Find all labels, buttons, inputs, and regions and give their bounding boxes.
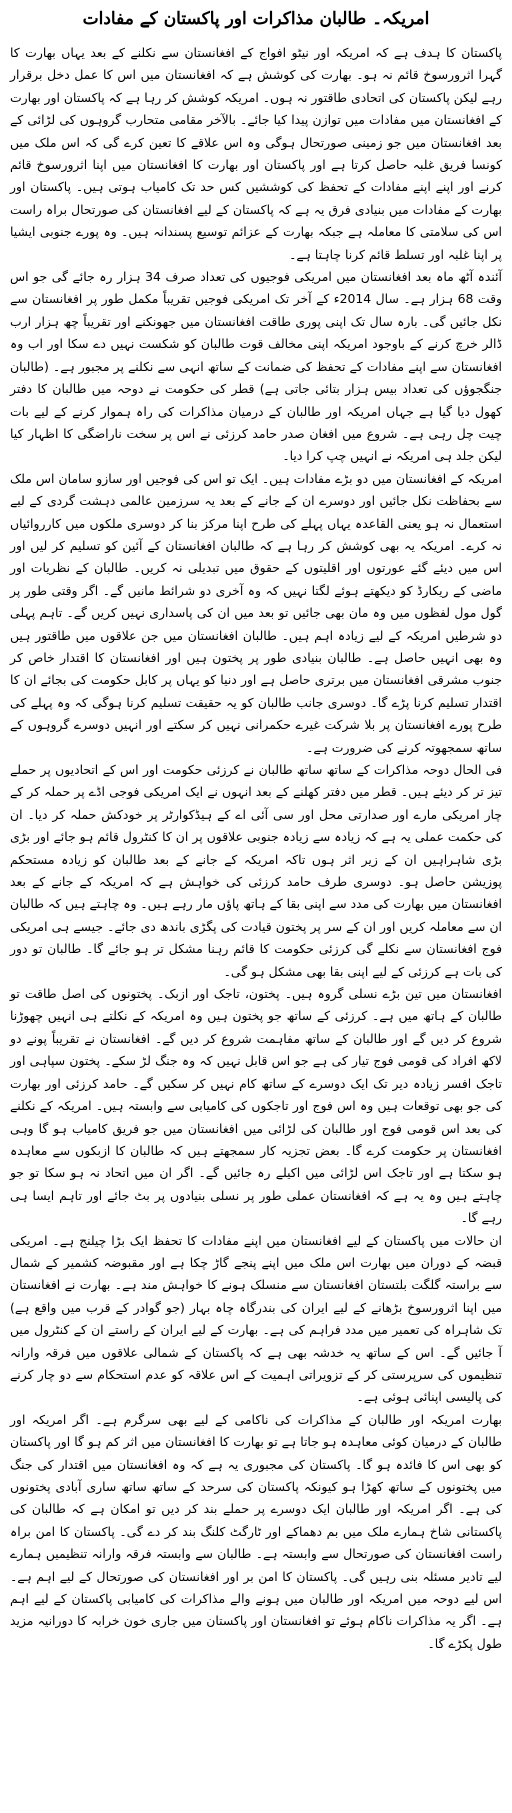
paragraph: فی الحال دوحہ مذاکرات کے ساتھ ساتھ طالبان نے کرزئی حکومت اور اس کے اتحادیوں پر حملے تیز تر کر دیئے ہیں۔ قطر میں دفتر کھلنے کے بعد انہوں نے ایک امریکی فوجی اڈے پر حملہ کر کے چار امریکی مارے اور صدارتی محل اور سی آئی اے کے ہیڈکوارٹر پر خودکش حملہ کر دیا۔ ان کی حکمت عملی یہ ہے کہ زیادہ سے زیادہ جنوبی علاقوں پر ان کا کنٹرول قائم ہو جائے اور بڑی بڑی شاہراہیں ان کے زیر اثر ہوں تاکہ امریکہ کے جانے کے بعد طالبان کو زیادہ مستحکم پوزیشن حاصل ہو۔ دوسری طرف حامد کرزئی کی خواہش ہے کہ امریکہ کے جانے کے بعد افغانستان میں بھارت کی مدد سے اپنی بقا کے ہاتھ پاؤں مار رہے ہیں۔ وہ چاہتے ہیں کہ طالبان ان سے معاملہ کریں اور ان کے سر پر پختون قیادت کی پگڑی باندھ دی جائے۔ جیسے ہی امریکی فوج افغانستان سے نکلے گی کرزئی حکومت کا قائم رہنا مشکل تر ہو جائے گا۔ طالبان تو دور کی بات ہے کرزئی کے لیے اپنی بقا بھی مشکل ہو گی۔ <box>10 762 502 979</box>
paragraph: ان حالات میں پاکستان کے لیے افغانستان میں اپنے مفادات کا تحفظ ایک بڑا چیلنج ہے۔ امریکی قبضہ کے دوران میں بھارت اس ملک میں اپنے پنجے گاڑ چکا ہے اور مقبوضہ کشمیر کے شمال سے براستہ گلگت بلتستان افغانستان سے منسلک ہونے کا خواہش مند ہے۔ بھارت نے افغانستان میں اپنا اثرورسوخ بڑھانے کے لیے ایران کی بندرگاہ چاہ بہار (جو گوادر کے قرب میں واقع ہے) تک شاہراہ کی تعمیر میں مدد فراہم کی ہے۔ بھارت کے لیے ایران کے راستے ان کے کنٹرول میں آ جائیں گے۔ اس کے ساتھ یہ خدشہ بھی ہے کہ پاکستان کے شمالی علاقوں میں فرقہ وارانہ تنظیموں کی سرپرستی کر کے تزویراتی اہمیت کے اس علاقہ کو عدم استحکام سے دو چار کرنے کی پالیسی اپنائی ہوئی ہے۔ <box>10 1232 502 1405</box>
paragraph: آئندہ آٹھ ماہ بعد افغانستان میں امریکی فوجیوں کی تعداد صرف 34 ہزار رہ جائے گی جو اس وقت 68 ہزار ہے۔ سال 2014ء کے آخر تک امریکی فوجیں تقریباً مکمل طور پر افغانستان سے نکل جائیں گی۔ بارہ سال تک اپنی پوری طاقت افغانستان میں جھونکنے اور تقریباً چھ ہزار ارب ڈالر خرچ کرنے کے باوجود امریکہ اپنی مخالف قوت طالبان کو شکست نہیں دے سکا اور اب وہ افغانستان سے اپنے مفادات کے تحفظ کی ضمانت کے ساتھ انہی سے نکلنے پر مجبور ہے۔ (طالبان جنگجوؤں کی تعداد بیس ہزار بتائی جاتی ہے) قطر کی حکومت نے دوحہ میں طالبان کا دفتر کھول دیا گیا ہے جہاں امریکہ اور طالبان کے درمیان مذاکرات کی راہ ہموار کرنے کے لیے بات چیت چل رہی ہے۔ شروع میں افغان صدر حامد کرزئی نے اس پر سخت ناراضگی کا اظہار کیا لیکن جلد ہی امریکہ نے انہیں چپ کرا دیا۔ <box>10 269 502 464</box>
paragraph: پاکستان کا ہدف ہے کہ امریکہ اور نیٹو افواج کے افغانستان سے نکلنے کے بعد یہاں بھارت کا گہرا اثرورسوخ قائم نہ ہو۔ بھارت کی کوشش ہے کہ افغانستان میں اس کا عمل دخل برقرار رہے لیکن پاکستان کی اتحادی طاقتور نہ ہوں۔ امریکہ کوشش کر رہا ہے کہ پاکستان اور بھارت کے افغانستان میں مفادات میں توازن پیدا کیا جائے۔ بالآخر مقامی متحارب گروہوں کی لڑائی کے بعد افغانستان میں جو زمینی صورتحال ہوگی وہ اس علاقے کا تعین کرے گی کہ اس ملک میں کونسا فریق غلبہ حاصل کرتا ہے اور پاکستان اور بھارت کا افغانستان میں اپنا اثرورسوخ قائم کرنے اور اپنے اپنے مفادات کے تحفظ کی کوششیں کس حد تک کامیاب ہوتی ہیں۔ پاکستان اور بھارت کے مفادات میں بنیادی فرق یہ ہے کہ پاکستان کے لیے افغانستان کی صورتحال براہ راست اس کی سلامتی کا معاملہ ہے جبکہ بھارت کے عزائم توسیع پسندانہ ہیں۔ وہ پورے جنوبی ایشیا پر اپنا غلبہ اور تسلط قائم کرنا چاہتا ہے۔ <box>10 45 502 262</box>
paragraph: بھارت امریکہ اور طالبان کے مذاکرات کی ناکامی کے لیے بھی سرگرم ہے۔ اگر امریکہ اور طالبان کے درمیان کوئی معاہدہ ہو جاتا ہے تو بھارت کا افغانستان میں اثر کم ہو گا اور پاکستان کو بھی اس کا فائدہ ہو گا۔ پاکستان کی مجبوری یہ ہے کہ وہ افغانستان میں اقتدار کی جنگ میں پختونوں کے ساتھ کھڑا ہو کیونکہ پاکستان کی سرحد کے ساتھ ساتھ ساری آبادی پختونوں کی ہے۔ اگر امریکہ اور طالبان ایک دوسرے پر حملے بند کر دیں تو امکان ہے کہ طالبان کی پاکستانی شاخ ہمارے ملک میں بم دھماکے اور ٹارگٹ کلنگ بند کر دے گی۔ پاکستان کا امن براہ راست افغانستان کی صورتحال سے وابستہ ہے۔ طالبان سے وابستہ فرقہ وارانہ تنظیمیں ہمارے لیے تادیر مسئلہ بنی رہیں گی۔ پاکستان کا امن بر اور افغانستان کی صورتحال کے لیے اہم ہے۔ اس لیے دوحہ میں امریکہ اور طالبان میں ہونے والے مذاکرات کی کامیابی پاکستان کے لیے اہم ہے۔ اگر یہ مذاکرات ناکام ہوئے تو افغانستان اور پاکستان میں جاری خون خرابہ کا دورانیہ مزید طول پکڑے گا۔ <box>10 1411 502 1651</box>
paragraph: امریکہ کے افغانستان میں دو بڑے مفادات ہیں۔ ایک تو اس کی فوجیں اور سازو سامان اس ملک سے بحفاظت نکل جائیں اور دوسرے ان کے جانے کے بعد یہ سرزمین عالمی دہشت گردی کے لیے استعمال نہ ہو یعنی القاعدہ یہاں پہلے کی طرح اپنا مرکز بنا کر دوسری ملکوں میں کارروائیاں نہ کرے۔ امریکہ یہ بھی کوشش کر رہا ہے کہ طالبان افغانستان کے آئین کو تسلیم کر لیں اور اس میں دیئے گئے عورتوں اور اقلیتوں کے حقوق میں تبدیلی نہ کریں۔ طالبان کے نظریات اور ماضی کے ریکارڈ کو دیکھتے ہوئے لگتا نہیں کہ وہ آخری دو شرائط مانیں گے۔ اگر وقتی طور پر گول مول لفظوں میں وہ مان بھی جائیں تو بعد میں ان کی پاسداری نہیں کریں گے۔ تاہم پہلی دو شرطیں امریکہ کے لیے زیادہ اہم ہیں۔ طالبان افغانستان میں جن علاقوں میں طاقتور ہیں وہ بھی انہیں حاصل ہے۔ طالبان بنیادی طور پر پختون ہیں اور افغانستان کا اقتدار خاص کر جنوب مشرقی افغانستان میں برتری حاصل ہے اور دنیا کو یہاں پر کابل حکومت کی بجائے ان کا اقتدار تسلیم کرنا پڑے گا۔ دوسری جانب طالبان کو یہ حقیقت تسلیم کرنا ہوگی کہ وہ پہلے کی طرح پورے افغانستان پر بلا شرکت غیرے حکمرانی نہیں کر سکتے اور انہیں دوسرے گروہوں کے ساتھ سمجھوتہ کرنے کی ضرورت ہے۔ <box>10 470 502 755</box>
paragraph: افغانستان میں تین بڑے نسلی گروہ ہیں۔ پختون، تاجک اور ازبک۔ پختونوں کی اصل طاقت تو طالبان کے ہاتھ میں ہے۔ کرزئی کے ساتھ جو پختون ہیں وہ امریکہ کے نکلتے ہی انہیں چھوڑنا شروع کر دیں گے اور طالبان کے ساتھ مفاہمت شروع کر دیں گے۔ افغانستان نے تقریباً پونے دو لاکھ افراد کی قومی فوج تیار کی ہے جو اس قابل نہیں کہ وہ جنگ لڑ سکے۔ پختون سپاہی اور تاجک افسر زیادہ دیر تک ایک دوسرے کے ساتھ کام نہیں کر سکیں گے۔ حامد کرزئی اور بھارت کی جو بھی توقعات ہیں وہ اس فوج اور تاجکوں کی کامیابی سے وابستہ ہیں۔ امریکہ کے نکلنے کی بعد اس قومی فوج اور طالبان کی لڑائی میں افغانستان میں جو فریق کامیاب ہو گا وہی افغانستان پر حکومت کرے گا۔ بعض تجزیہ کار سمجھتے ہیں کہ طالبان کا ازبکوں سے معاہدہ ہو سکتا ہے اور تاجک اس لڑائی میں اکیلے رہ جائیں گے۔ اگر ان میں اتحاد نہ ہو سکا تو جو چاہتے ہیں وہ یہ ہے کہ افغانستان عملی طور پر نسلی بنیادوں پر بٹ جائے اور تاہم ایسا ہی رہے گا۔ <box>10 986 502 1226</box>
article-body <box>10 42 502 1655</box>
article-headline: امریکہ۔ طالبان مذاکرات اور پاکستان کے مفادات <box>82 9 430 29</box>
